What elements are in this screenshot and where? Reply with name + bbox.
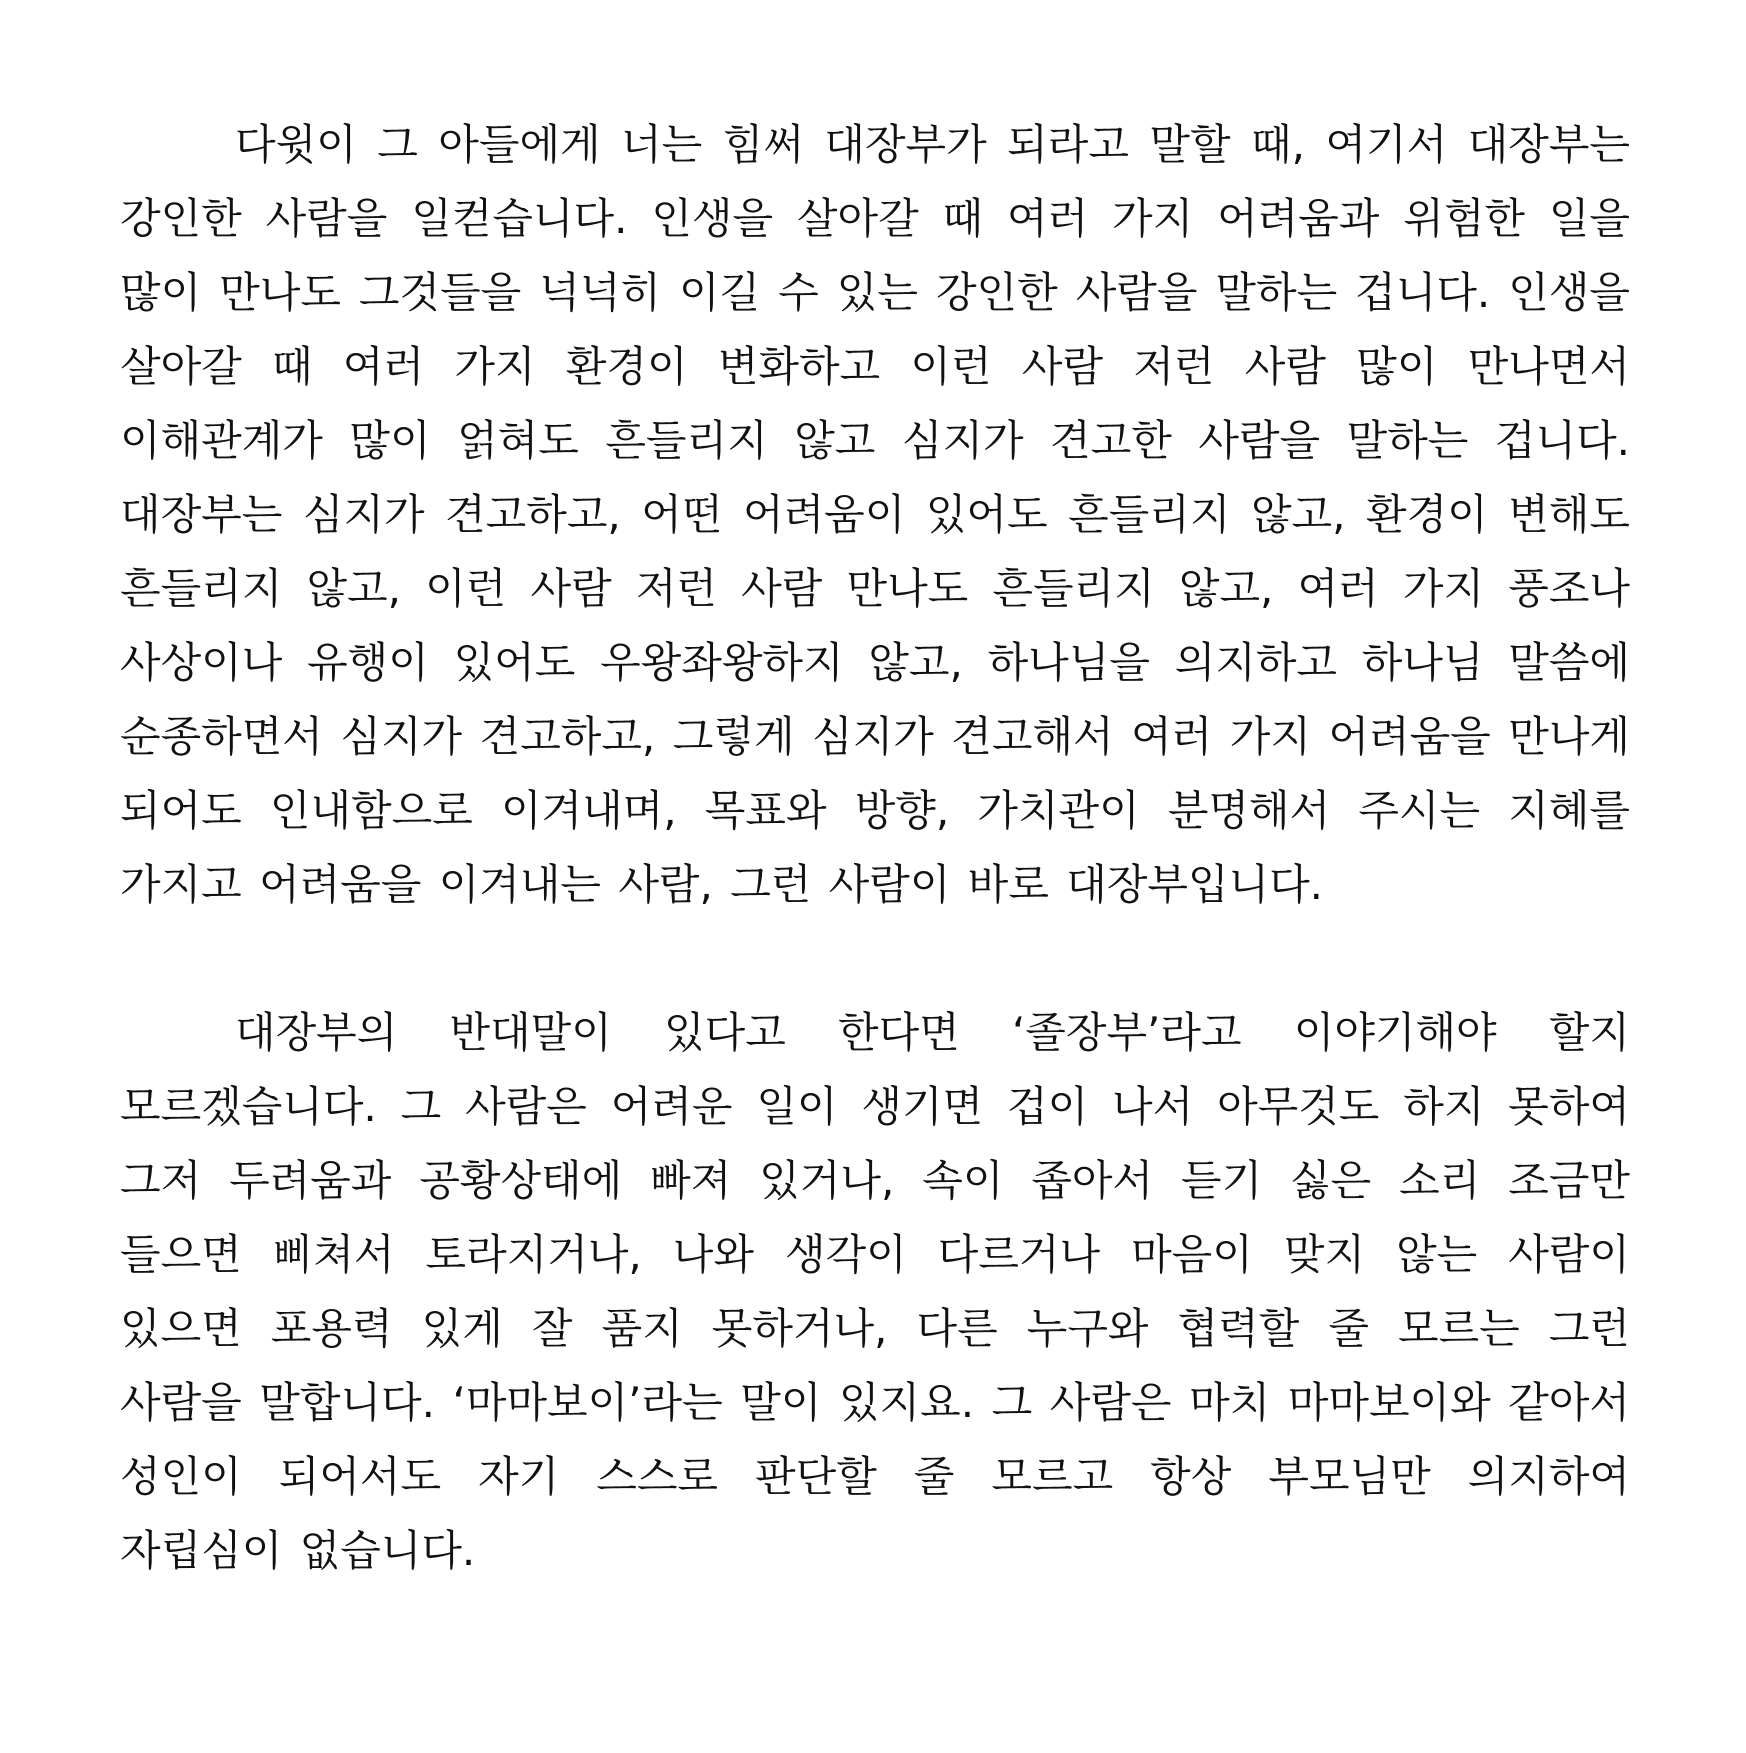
paragraph-1: 다윗이 그 아들에게 너는 힘써 대장부가 되라고 말할 때, 여기서 대장부는 강인한 사람을 일컫습니다. 인생을 살아갈 때 여러 가지 어려움과 위험한 일을 많이 만나도 그것들을 넉넉히 이길 수 있는 강인한 사람을 말하는 겁니다. 인생을 살아갈 때 여러 가지 환경이 변화하고 이런 사람 저런 사람 많이 만나면서 이해관계가 많이 얽혀도 흔들리지 않고 심지가 견고한 사람을 말하는 겁니다. 대장부는 심지가 견고하고, 어떤 어려움이 있어도 흔들리지 않고, 환경이 변해도 흔들리지 않고, 이런 사람 저런 사람 만나도 흔들리지 않고, 여러 가지 풍조나 사상이나 유행이 있어도 우왕좌왕하지 않고, 하나님을 의지하고 하나님 말씀에 순종하면서 심지가 견고하고, 그렇게 심지가 견고해서 여러 가지 어려움을 만나게 되어도 인내함으로 이겨내며, 목표와 방향, 가치관이 분명해서 주시는 지혜를 가지고 어려움을 이겨내는 사람, 그런 사람이 바로 대장부입니다.	[120, 120, 1630, 909]
document-page	[120, 108, 1630, 1588]
paragraph-2: 대장부의 반대말이 있다고 한다면 ‘졸장부’라고 이야기해야 할지 모르겠습니다. 그 사람은 어려운 일이 생기면 겁이 나서 아무것도 하지 못하여 그저 두려움과 공황상태에 빠져 있거나, 속이 좁아서 듣기 싫은 소리 조금만 들으면 삐쳐서 토라지거나, 나와 생각이 다르거나 마음이 맞지 않는 사람이 있으면 포용력 있게 잘 품지 못하거나, 다른 누구와 협력할 줄 모르는 그런 사람을 말합니다. ‘마마보이’라는 말이 있지요. 그 사람은 마치 마마보이와 같아서 성인이 되어서도 자기 스스로 판단할 줄 모르고 항상 부모님만 의지하여 자립심이 없습니다.	[120, 1008, 1630, 1575]
